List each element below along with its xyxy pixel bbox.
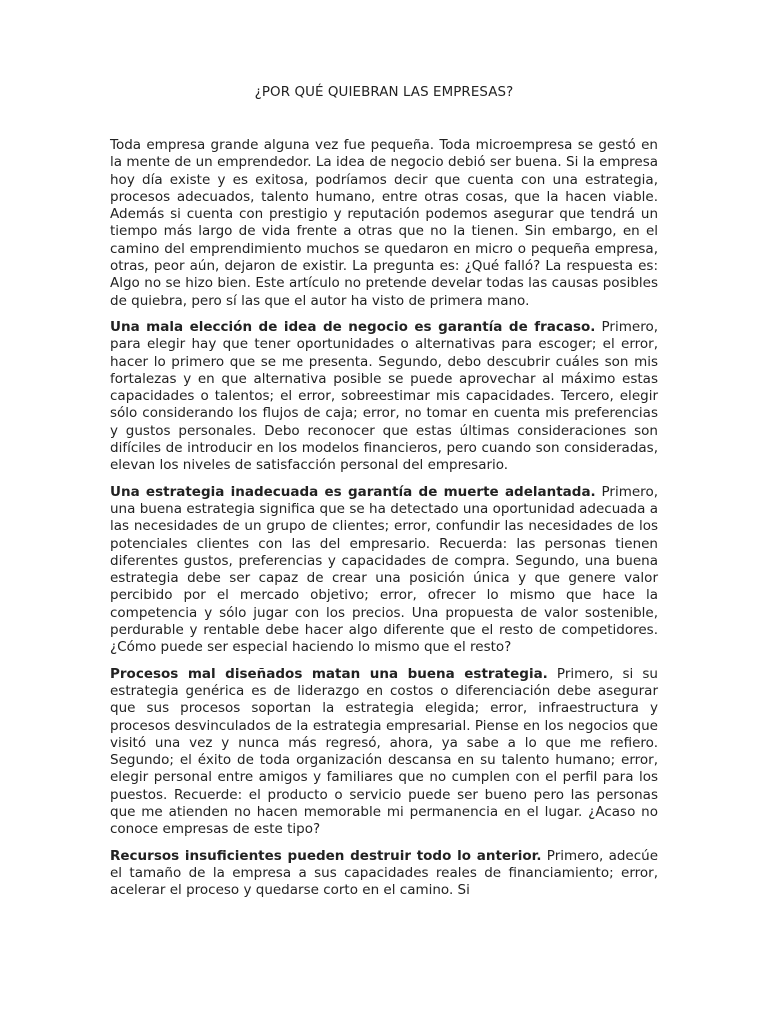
section-lead-4: Recursos insuficientes pueden destruir todo lo anterior.: [110, 847, 542, 864]
section-text-4: Primero, adecúe el tamaño de la empresa a sus capacidades reales de financiamiento; error, acelerar el proceso y quedarse corto en el camino. Si: [110, 847, 659, 899]
section-paragraph-2: [110, 484, 658, 657]
section-paragraph-4: [110, 848, 658, 900]
section-text-1: Primero, para elegir hay que tener oportunidades o alternativas para escoger; el error, hacer lo primero que se me presenta. Segundo, debo descubrir cuáles son mis fortalezas y en que alternativa posible se puede aprovechar al máximo estas capacidades o talentos; el error, sobreestimar mis capacidades. Tercero, elegir sólo considerando los flujos de caja; error, no tomar en cuenta mis preferencias y gustos personales. Debo reconocer que estas últimas consideraciones son difíciles de introducir en los modelos financieros, pero cuando son consideradas, elevan los niveles de satisfacción personal del empresario.: [110, 318, 658, 474]
page-title: ¿POR QUÉ QUIEBRAN LAS EMPRESAS?: [254, 85, 514, 100]
article-body: [110, 137, 658, 908]
section-lead-3: Procesos mal diseñados matan una buena estrategia.: [110, 665, 548, 682]
section-paragraph-1: [110, 319, 658, 475]
section-lead-2: Una estrategia inadecuada es garantía de muerte adelantada.: [110, 483, 596, 500]
intro-paragraph: Toda empresa grande alguna vez fue pequeña. Toda microempresa se gestó en la mente de un emprendedor. La idea de negocio debió ser buena. Si la empresa hoy día existe y es exitosa, podríamos decir que cuenta con una estrategia, procesos adecuados, talento humano, entre otras cosas, que la hacen viable. Además si cuenta con prestigio y reputación podemos asegurar que tendrá un tiempo más largo de vida frente a otras que no la tienen. Sin embargo, en el camino del emprendimiento muchos se quedaron en micro o pequeña empresa, otras, peor aún, dejaron de existir. La pregunta es: ¿Qué falló? La respuesta es: Algo no se hizo bien. Este artículo no pretende develar todas las causas posibles de quiebra, pero sí las que el autor ha visto de primera mano.: [110, 137, 658, 309]
section-text-3: Primero, si su estrategia genérica es de liderazgo en costos o diferenciación debe asegurar que sus procesos soportan la estrategia elegida; error, infraestructura y procesos desvinculados de la estrategia empresarial. Piense en los negocios que visitó una vez y nunca más regresó, ahora, ya sabe a lo que me refiero. Segundo; el éxito de toda organización descansa en su talento humano; error, elegir personal entre amigos y familiares que no cumplen con el perfil para los puestos. Recuerde: el producto o servicio puede ser bueno pero las personas que me atienden no hacen memorable mi permanencia en el lugar. ¿Acaso no conoce empresas de este tipo?: [110, 665, 658, 838]
section-paragraph-3: [110, 666, 658, 839]
section-lead-1: Una mala elección de idea de negocio es garantía de fracaso.: [110, 318, 596, 335]
section-text-2: Primero, una buena estrategia significa que se ha detectado una oportunidad adecuada a las necesidades de un grupo de clientes; error, confundir las necesidades de los potenciales clientes con las del empresario. Recuerda: las personas tienen diferentes gustos, preferencias y capacidades de compra. Segundo, una buena estrategia debe ser capaz de crear una posición única y que genere valor percibido por el mercado objetivo; error, ofrecer lo mismo que hace la competencia y sólo jugar con los precios. Una propuesta de valor sostenible, perdurable y rentable debe hacer algo diferente que el resto de competidores. ¿Cómo puede ser especial haciendo lo mismo que el resto?: [110, 483, 658, 656]
